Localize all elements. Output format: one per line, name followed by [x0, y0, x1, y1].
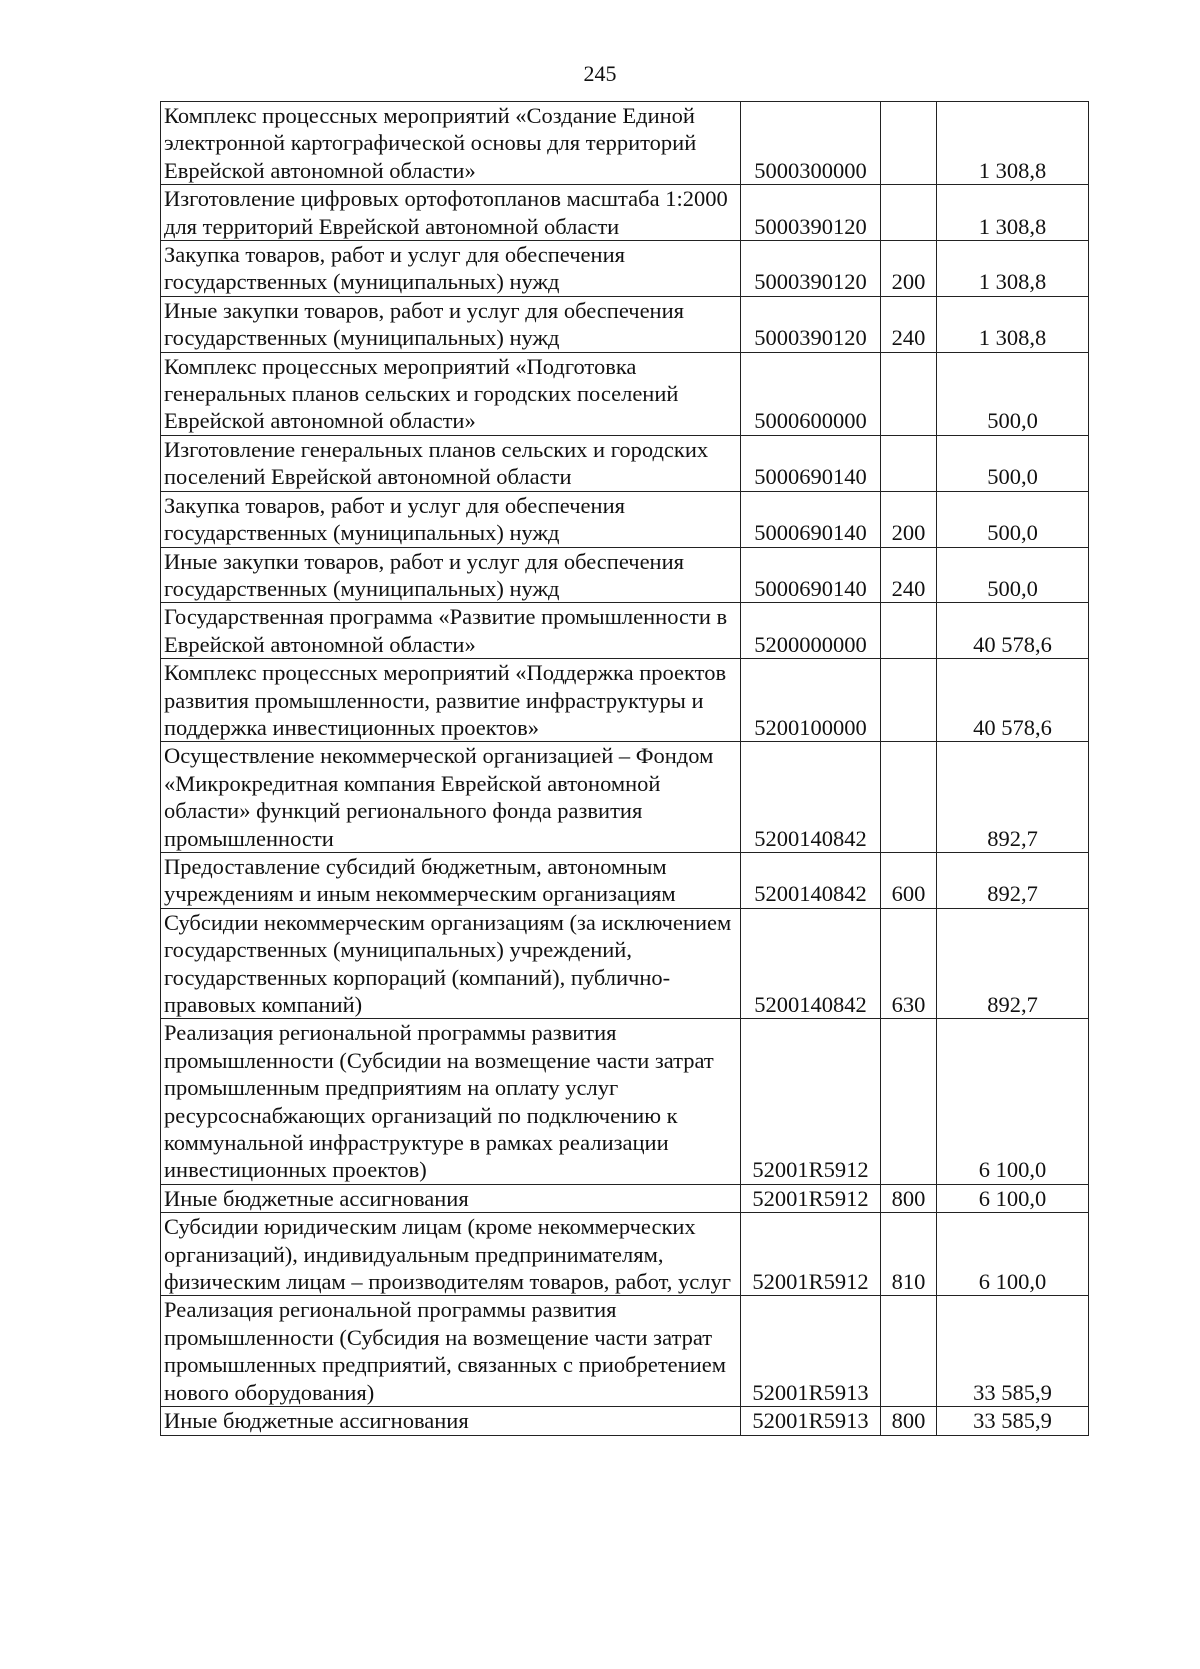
row-type-cell	[881, 742, 937, 853]
table-row	[161, 1184, 1089, 1212]
table-row	[161, 742, 1089, 853]
row-amount-cell: 6 100,0	[937, 1184, 1089, 1212]
row-type-cell: 200	[881, 241, 937, 297]
row-name-cell: Иные бюджетные ассигнования	[161, 1407, 741, 1435]
row-name-cell: Комплекс процессных мероприятий «Создание Единой электронной картографической основы для территорий Еврейской автономной области»	[161, 102, 741, 185]
row-type-cell	[881, 352, 937, 435]
row-amount-cell: 6 100,0	[937, 1019, 1089, 1184]
row-name-cell: Закупка товаров, работ и услуг для обеспечения государственных (муниципальных) нужд	[161, 491, 741, 547]
row-type-cell	[881, 659, 937, 742]
row-type-cell: 630	[881, 908, 937, 1019]
row-code-cell: 5000390120	[741, 185, 881, 241]
row-type-cell	[881, 1019, 937, 1184]
row-name-cell: Закупка товаров, работ и услуг для обеспечения государственных (муниципальных) нужд	[161, 241, 741, 297]
row-amount-cell: 33 585,9	[937, 1407, 1089, 1435]
row-name-cell: Изготовление генеральных планов сельских и городских поселений Еврейской автономной области	[161, 435, 741, 491]
row-code-cell: 5000300000	[741, 102, 881, 185]
row-type-cell: 600	[881, 852, 937, 908]
row-name-cell: Осуществление некоммерческой организацией – Фондом «Микрокредитная компания Еврейской автономной области» функций регионального фонда развития промышленности	[161, 742, 741, 853]
row-code-cell: 52001R5913	[741, 1296, 881, 1407]
row-type-cell: 240	[881, 296, 937, 352]
row-amount-cell: 1 308,8	[937, 241, 1089, 297]
row-code-cell: 5000390120	[741, 296, 881, 352]
row-code-cell: 52001R5912	[741, 1213, 881, 1296]
row-code-cell: 52001R5912	[741, 1019, 881, 1184]
table-row	[161, 603, 1089, 659]
row-type-cell	[881, 435, 937, 491]
row-name-cell: Иные бюджетные ассигнования	[161, 1184, 741, 1212]
row-amount-cell: 892,7	[937, 852, 1089, 908]
row-amount-cell: 1 308,8	[937, 296, 1089, 352]
table-row	[161, 908, 1089, 1019]
row-name-cell: Реализация региональной программы развития промышленности (Субсидия на возмещение части затрат промышленных предприятий, связанных с приобретением нового оборудования)	[161, 1296, 741, 1407]
row-code-cell: 5200000000	[741, 603, 881, 659]
table-row	[161, 185, 1089, 241]
row-code-cell: 5000690140	[741, 547, 881, 603]
table-row	[161, 1213, 1089, 1296]
row-name-cell: Субсидии некоммерческим организациям (за исключением государственных (муниципальных) учреждений, государственных корпораций (компаний), публично-правовых компаний)	[161, 908, 741, 1019]
row-type-cell: 810	[881, 1213, 937, 1296]
table-row	[161, 659, 1089, 742]
table-row	[161, 491, 1089, 547]
row-name-cell: Субсидии юридическим лицам (кроме некоммерческих организаций), индивидуальным предпринимателям, физическим лицам – производителям товаров, работ, услуг	[161, 1213, 741, 1296]
page-number: 245	[583, 61, 617, 86]
row-type-cell: 800	[881, 1407, 937, 1435]
row-amount-cell: 500,0	[937, 547, 1089, 603]
row-name-cell: Реализация региональной программы развития промышленности (Субсидии на возмещение части затрат промышленным предприятиям на оплату услуг ресурсоснабжающих организаций по подключению к коммунальной инфраструктуре в рамках реализации инвестиционных проектов)	[161, 1019, 741, 1184]
row-amount-cell: 500,0	[937, 491, 1089, 547]
row-amount-cell: 500,0	[937, 352, 1089, 435]
row-amount-cell: 892,7	[937, 742, 1089, 853]
row-name-cell: Изготовление цифровых ортофотопланов масштаба 1:2000 для территорий Еврейской автономной области	[161, 185, 741, 241]
row-type-cell: 200	[881, 491, 937, 547]
row-code-cell: 5000390120	[741, 241, 881, 297]
row-amount-cell: 892,7	[937, 908, 1089, 1019]
row-code-cell: 5200140842	[741, 908, 881, 1019]
row-code-cell: 5200140842	[741, 852, 881, 908]
table-row	[161, 352, 1089, 435]
row-name-cell: Государственная программа «Развитие промышленности в Еврейской автономной области»	[161, 603, 741, 659]
row-name-cell: Комплекс процессных мероприятий «Поддержка проектов развития промышленности, развитие инфраструктуры и поддержка инвестиционных проектов»	[161, 659, 741, 742]
row-code-cell: 52001R5913	[741, 1407, 881, 1435]
row-code-cell: 5200140842	[741, 742, 881, 853]
table-row	[161, 435, 1089, 491]
row-type-cell: 800	[881, 1184, 937, 1212]
row-code-cell: 5000690140	[741, 435, 881, 491]
row-code-cell: 5000600000	[741, 352, 881, 435]
row-code-cell: 5200100000	[741, 659, 881, 742]
row-type-cell	[881, 603, 937, 659]
table-row	[161, 547, 1089, 603]
row-amount-cell: 40 578,6	[937, 659, 1089, 742]
row-name-cell: Иные закупки товаров, работ и услуг для обеспечения государственных (муниципальных) нужд	[161, 547, 741, 603]
row-amount-cell: 1 308,8	[937, 102, 1089, 185]
row-code-cell: 52001R5912	[741, 1184, 881, 1212]
row-name-cell: Комплекс процессных мероприятий «Подготовка генеральных планов сельских и городских поселений Еврейской автономной области»	[161, 352, 741, 435]
table-row	[161, 241, 1089, 297]
table-row	[161, 102, 1089, 185]
table-row	[161, 1407, 1089, 1435]
row-type-cell	[881, 102, 937, 185]
row-type-cell: 240	[881, 547, 937, 603]
row-amount-cell: 500,0	[937, 435, 1089, 491]
row-type-cell	[881, 1296, 937, 1407]
table-row	[161, 296, 1089, 352]
budget-table-body	[161, 102, 1089, 1436]
table-row	[161, 1019, 1089, 1184]
row-amount-cell: 33 585,9	[937, 1296, 1089, 1407]
row-amount-cell: 40 578,6	[937, 603, 1089, 659]
row-type-cell	[881, 185, 937, 241]
row-amount-cell: 6 100,0	[937, 1213, 1089, 1296]
row-code-cell: 5000690140	[741, 491, 881, 547]
row-amount-cell: 1 308,8	[937, 185, 1089, 241]
table-row	[161, 1296, 1089, 1407]
table-row	[161, 852, 1089, 908]
row-name-cell: Иные закупки товаров, работ и услуг для обеспечения государственных (муниципальных) нужд	[161, 296, 741, 352]
row-name-cell: Предоставление субсидий бюджетным, автономным учреждениям и иным некоммерческим организациям	[161, 852, 741, 908]
budget-table	[160, 101, 1089, 1436]
